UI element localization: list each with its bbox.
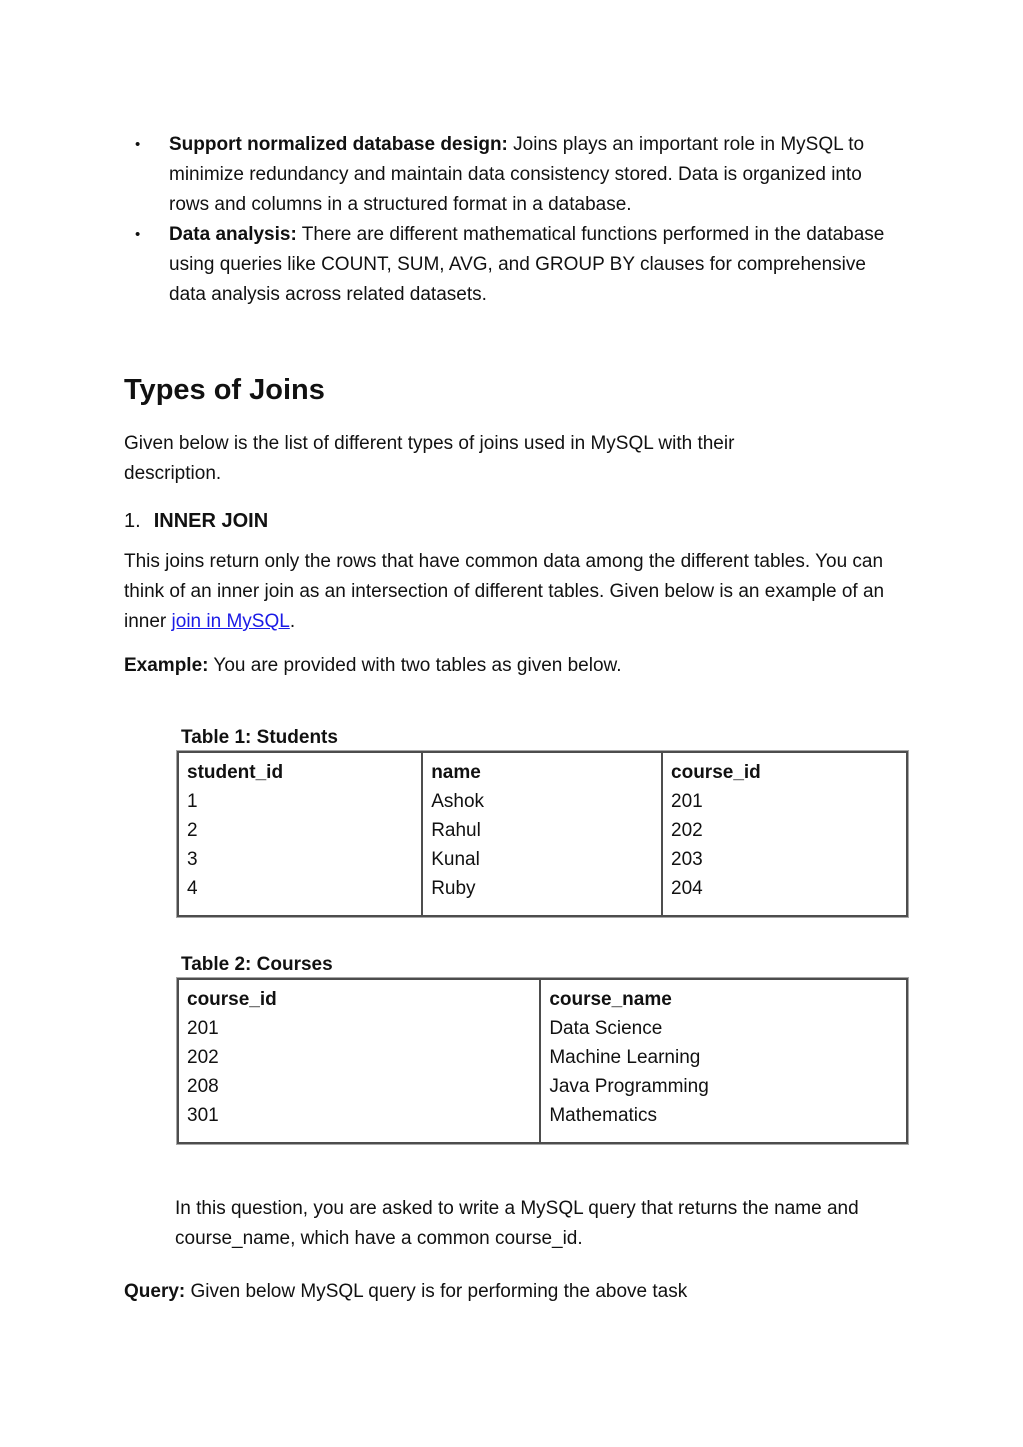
bullet-text [169, 220, 905, 310]
bullet-text [169, 130, 905, 220]
description-text-after-link: . [289, 611, 296, 632]
bullet-item [124, 220, 905, 310]
section-title: Types of Joins [124, 374, 325, 406]
table-cell: Ashok [422, 787, 662, 816]
students-table [177, 751, 908, 917]
bullet-label: Data analysis: [169, 224, 297, 245]
query-label: Query: [124, 1281, 186, 1302]
table-cell: 301 [178, 1101, 540, 1143]
table-cell: 202 [662, 816, 907, 845]
column-header: course_id [662, 752, 907, 787]
column-header: course_id [178, 979, 540, 1014]
table-row [178, 816, 907, 845]
table-cell: 3 [178, 845, 422, 874]
join-in-mysql-link[interactable]: join in MySQL [171, 611, 290, 632]
table-cell: 204 [662, 874, 907, 916]
question-paragraph: In this question, you are asked to write a MySQL query that returns the name and course_name, which have a common course_id. [175, 1198, 859, 1249]
table-row [178, 1043, 907, 1072]
table-row [178, 874, 907, 916]
bullet-icon: • [135, 136, 141, 153]
column-header: name [422, 752, 662, 787]
numbered-item-heading [124, 506, 905, 536]
item-title: INNER JOIN [153, 510, 269, 532]
courses-table [177, 978, 908, 1144]
table-row [178, 1101, 907, 1143]
table-row [178, 787, 907, 816]
table-cell: 201 [662, 787, 907, 816]
query-text: Given below MySQL query is for performing the above task [185, 1281, 688, 1302]
table-row [178, 845, 907, 874]
query-paragraph [124, 1277, 905, 1307]
bullet-body-text: Joins plays an important role in MySQL to minimize redundancy and maintain data consistency stored. Data is organized into rows and columns in a structured format in a database. [169, 134, 865, 215]
bullet-body-text: There are different mathematical functions performed in the database using queries like COUNT, SUM, AVG, and GROUP BY clauses for comprehensive data analysis across related datasets. [169, 224, 885, 305]
column-header: student_id [178, 752, 422, 787]
item-number: 1. [124, 510, 141, 532]
table1-caption: Table 1: Students [181, 727, 338, 748]
table-cell: Kunal [422, 845, 662, 874]
bullet-label: Support normalized database design: [169, 134, 508, 155]
table-cell: Data Science [540, 1014, 907, 1043]
example-label: Example: [124, 655, 209, 676]
table-cell: Java Programming [540, 1072, 907, 1101]
table-cell: 1 [178, 787, 422, 816]
table2-caption: Table 2: Courses [181, 954, 333, 975]
table-cell: Machine Learning [540, 1043, 907, 1072]
table-header-row [178, 979, 907, 1014]
table-row [178, 1014, 907, 1043]
table-cell: 202 [178, 1043, 540, 1072]
example-text: You are provided with two tables as given below. [208, 655, 622, 676]
description-text: This joins return only the rows that have common data among the different tables. You can think of an inner join as an intersection of different tables. Given below is an example of an inner [124, 551, 885, 632]
bullet-item [124, 130, 905, 220]
bullet-list [124, 130, 905, 310]
bullet-icon: • [135, 226, 141, 243]
table-cell: 203 [662, 845, 907, 874]
table-header-row [178, 752, 907, 787]
table-cell: 2 [178, 816, 422, 845]
column-header: course_name [540, 979, 907, 1014]
table-cell: Ruby [422, 874, 662, 916]
table-cell: 201 [178, 1014, 540, 1043]
table-cell: 208 [178, 1072, 540, 1101]
intro-paragraph: Given below is the list of different types of joins used in MySQL with their description. [124, 433, 735, 484]
table-cell: Mathematics [540, 1101, 907, 1143]
inner-join-description [124, 547, 905, 637]
table-row [178, 1072, 907, 1101]
example-paragraph [124, 651, 905, 681]
table-cell: 4 [178, 874, 422, 916]
table-cell: Rahul [422, 816, 662, 845]
